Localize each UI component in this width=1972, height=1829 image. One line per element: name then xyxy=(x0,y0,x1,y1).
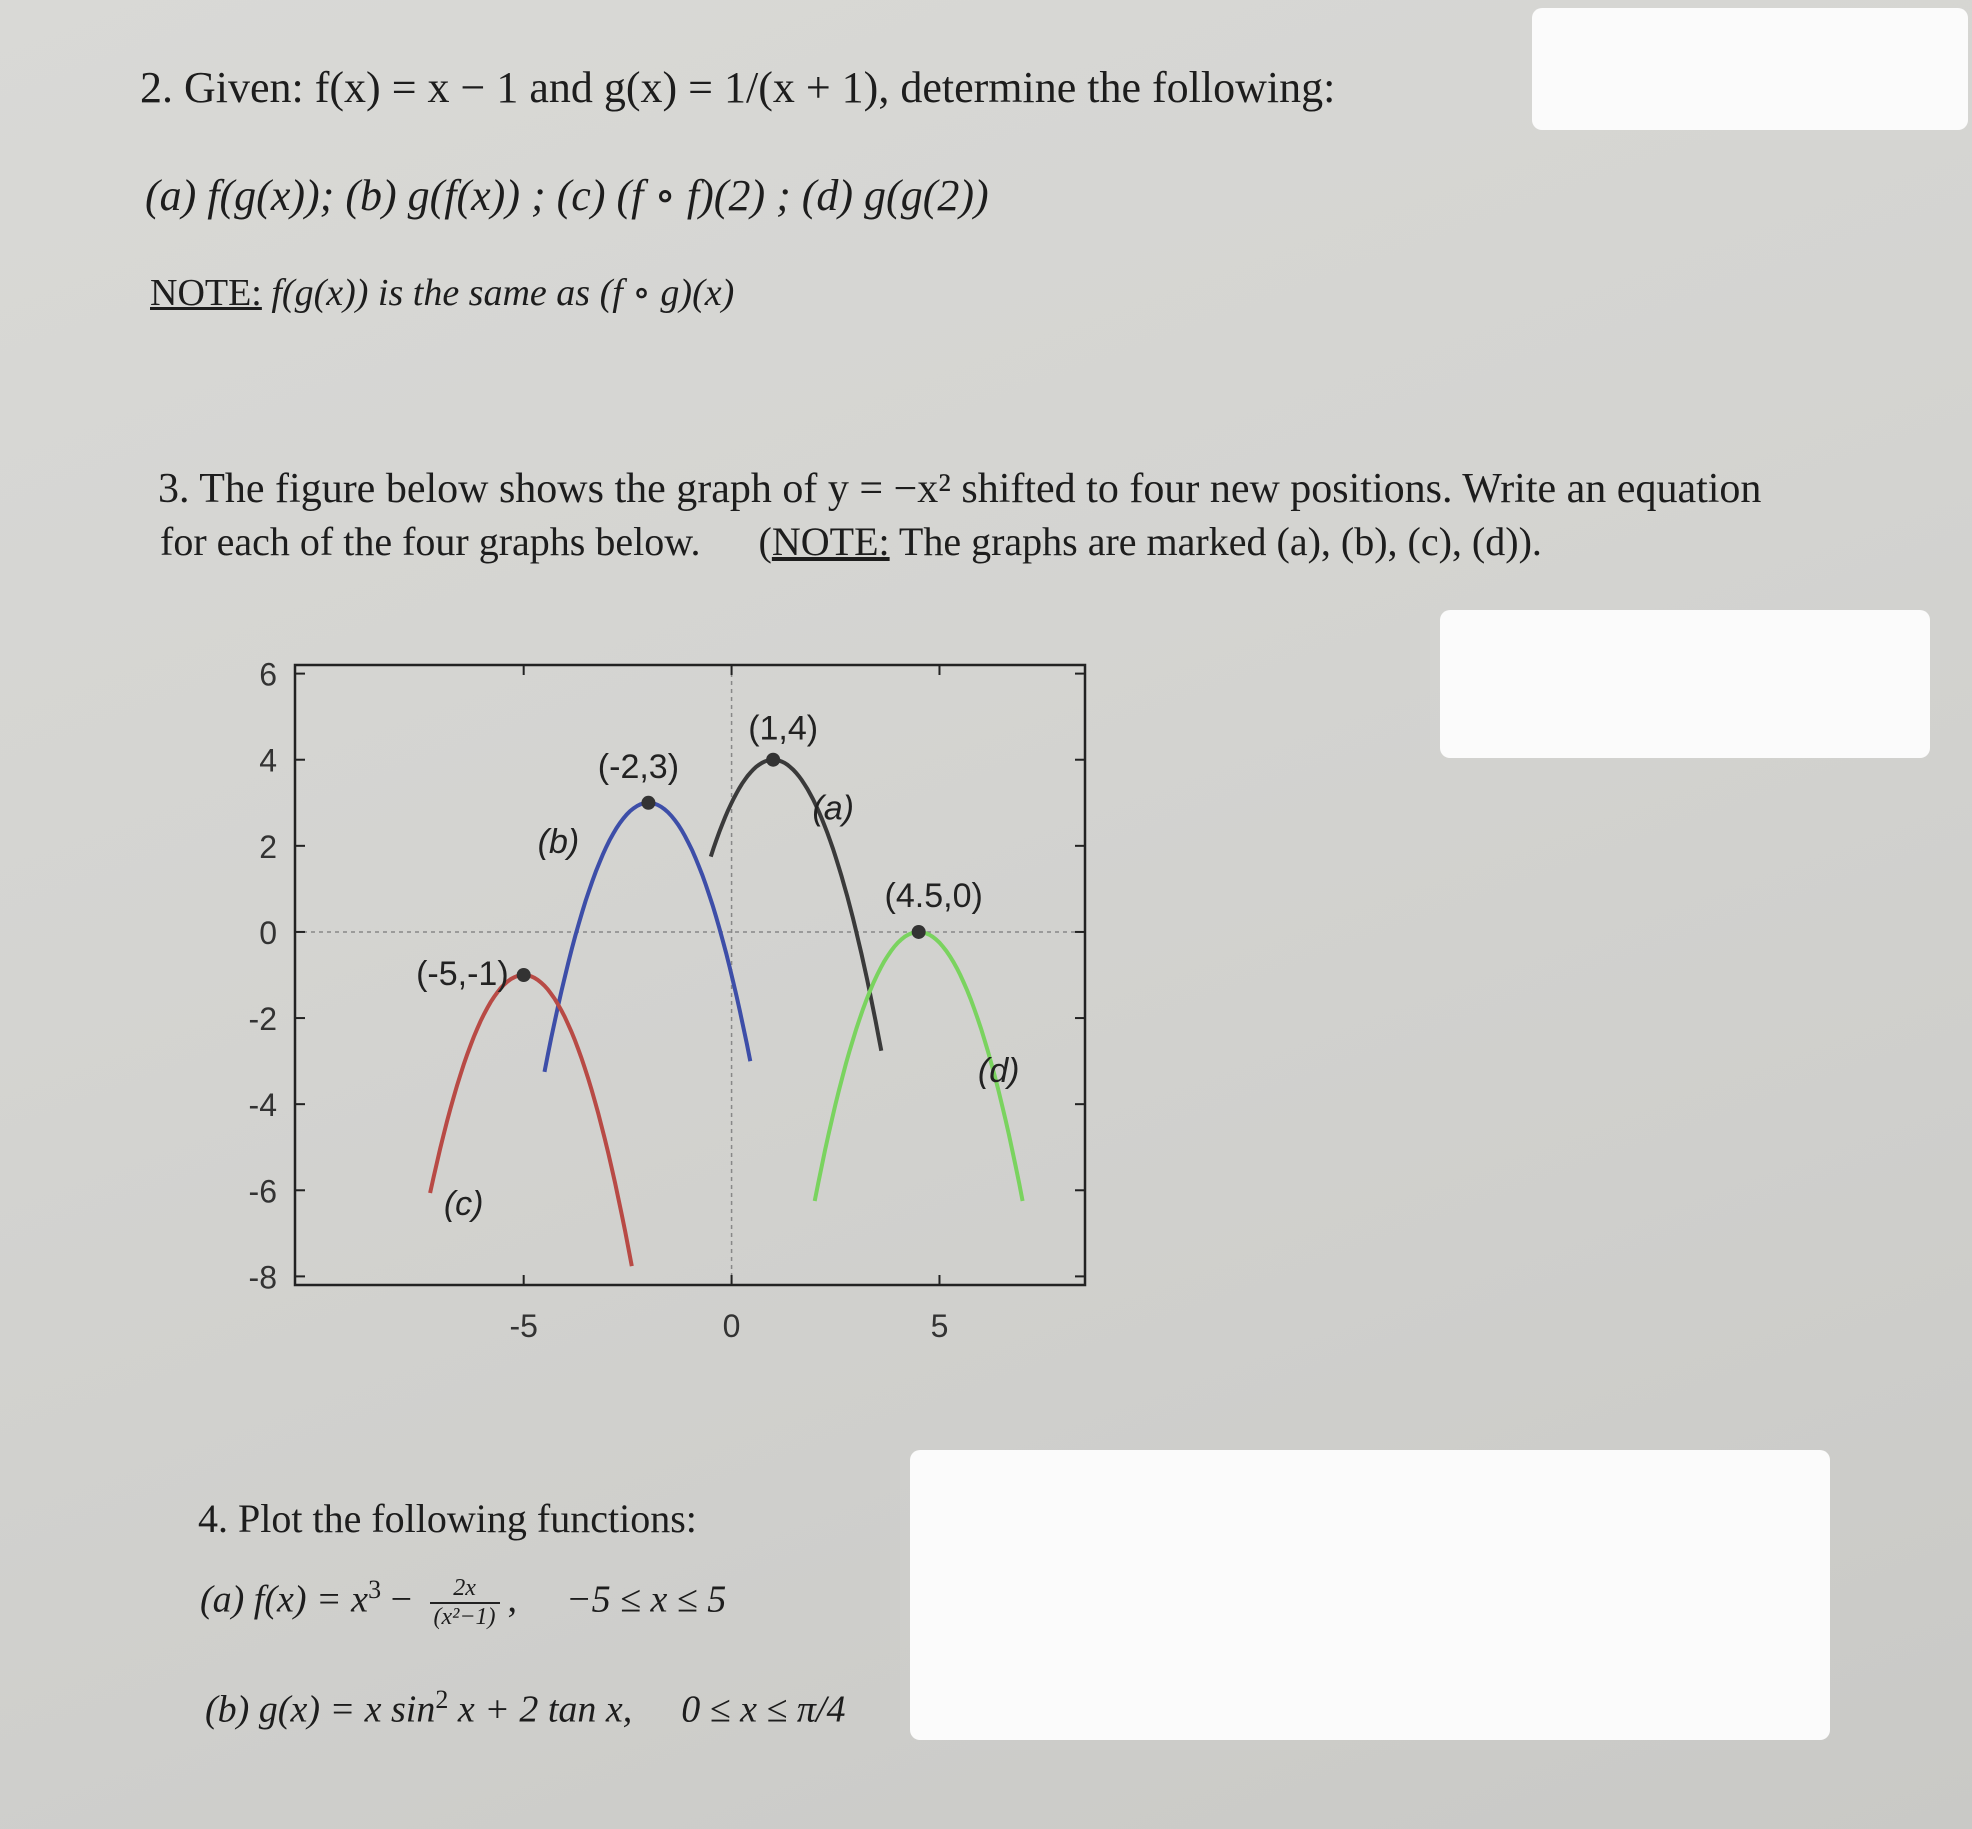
y-tick-label: -2 xyxy=(248,1001,277,1038)
q2-line1: 2. Given: f(x) = x − 1 and g(x) = 1/(x + 1), determine the following: xyxy=(140,63,1336,112)
q4-b xyxy=(205,1685,845,1732)
x-tick-label: -5 xyxy=(509,1308,538,1344)
q3-line2 xyxy=(160,518,1542,565)
q4-b-range: 0 ≤ x ≤ π/4 xyxy=(681,1688,846,1731)
vertex-dot xyxy=(912,925,926,939)
plot-frame xyxy=(295,665,1085,1285)
vertex-label: (4.5,0) xyxy=(884,876,983,915)
curve-label: (b) xyxy=(537,822,580,861)
redaction-middle-right xyxy=(1440,610,1930,758)
curve-label: (a) xyxy=(812,789,854,828)
q4-a-exp: 3 xyxy=(368,1575,382,1605)
q4-b-exp: 2 xyxy=(435,1685,449,1714)
q4-a-minus: − xyxy=(390,1578,412,1621)
q3-line1: 3. The figure below shows the graph of y = −x² shifted to four new positions. Write an equation xyxy=(158,466,1762,512)
q4-a-comma: , xyxy=(507,1578,518,1621)
q4-a xyxy=(200,1575,726,1631)
curve-label: (d) xyxy=(977,1051,1020,1090)
q4-b-lhs: (b) g(x) = x sin xyxy=(205,1688,436,1731)
vertex-dot xyxy=(766,753,780,767)
note-text: f(g(x)) is the same as (f ∘ g)(x) xyxy=(261,272,735,314)
vertex-label: (-5,-1) xyxy=(416,955,509,993)
y-tick-label: -8 xyxy=(248,1259,277,1296)
q3-paren: ( xyxy=(758,519,772,564)
y-tick-label: 6 xyxy=(259,656,277,693)
q4-a-lhs: (a) f(x) = x xyxy=(200,1578,369,1621)
y-tick-label: 4 xyxy=(259,742,277,779)
vertex-dot xyxy=(517,968,531,982)
q3-line2-text: for each of the four graphs below. xyxy=(160,519,701,564)
redaction-bottom-right xyxy=(910,1450,1830,1740)
note-label: NOTE: xyxy=(150,272,262,314)
x-tick-label: 5 xyxy=(930,1308,949,1344)
y-tick-label: -6 xyxy=(248,1173,277,1210)
q2-note xyxy=(150,270,734,315)
q4-a-range: −5 ≤ x ≤ 5 xyxy=(566,1578,727,1621)
x-tick-label: 0 xyxy=(722,1308,741,1344)
curve-label: (c) xyxy=(443,1185,484,1223)
vertex-label: (1,4) xyxy=(748,709,819,748)
q4-heading: 4. Plot the following functions: xyxy=(198,1496,697,1541)
q4-b-rhs: x + 2 tan x, xyxy=(448,1688,633,1731)
q3-note-label: NOTE: xyxy=(771,519,890,564)
q4-a-numerator: 2x xyxy=(430,1575,500,1604)
q4-a-fraction xyxy=(430,1575,500,1631)
y-tick-label: -4 xyxy=(248,1087,277,1124)
q3-note-text: The graphs are marked (a), (b), (c), (d)). xyxy=(889,519,1542,564)
parabola-chart xyxy=(230,640,1130,1360)
q4-a-denominator: (x²−1) xyxy=(433,1604,496,1630)
y-tick-label: 0 xyxy=(259,914,277,951)
y-tick-label: 2 xyxy=(259,828,277,865)
vertex-dot xyxy=(641,796,655,810)
redaction-top-right xyxy=(1532,8,1968,130)
parabola-curve xyxy=(711,760,882,1051)
q2-line2: (a) f(g(x)); (b) g(f(x)) ; (c) (f ∘ f)(2) ; (d) g(g(2)) xyxy=(145,171,989,220)
vertex-label: (-2,3) xyxy=(597,747,680,786)
